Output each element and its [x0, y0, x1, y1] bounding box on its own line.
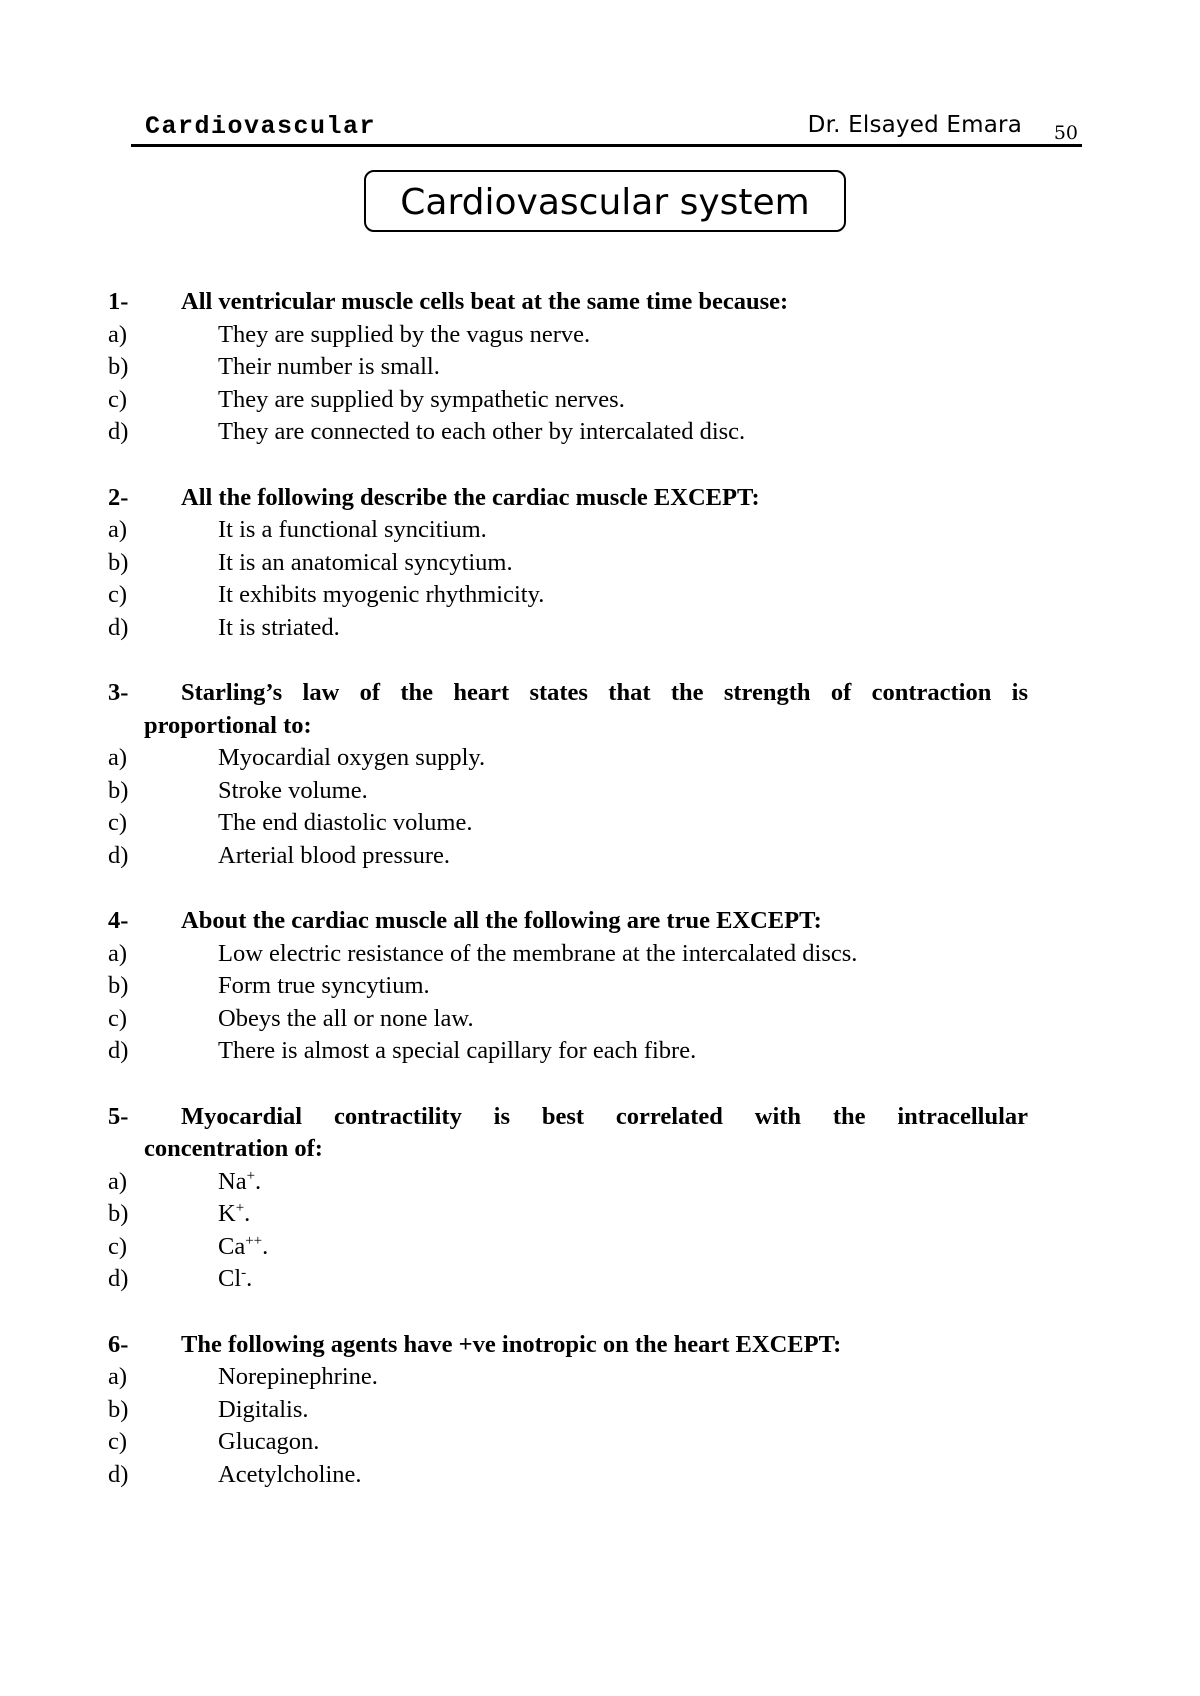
header-subject: Cardiovascular: [145, 112, 377, 141]
option-text: They are supplied by sympathetic nerves.: [218, 385, 625, 413]
option-text: Acetylcholine.: [218, 1460, 362, 1488]
question-1: [108, 286, 1028, 449]
option-b: [108, 351, 1028, 384]
option-letter: a): [108, 744, 128, 771]
question-stem: [108, 1101, 1028, 1166]
option-letter: c): [108, 581, 128, 608]
page-title: Cardiovascular system: [400, 182, 810, 223]
question-2: [108, 482, 1028, 645]
ion-symbol: Na: [218, 1167, 247, 1195]
option-letter: a): [108, 1167, 128, 1195]
question-stem: [108, 482, 1028, 515]
option-text: Digitalis.: [218, 1395, 309, 1423]
option-letter: a): [108, 516, 128, 543]
option-d: [108, 1459, 1028, 1492]
option-letter: a): [108, 1363, 128, 1390]
option-tail: .: [262, 1232, 269, 1260]
option-b: [108, 970, 1028, 1003]
question-stem: [108, 677, 1028, 742]
option-d: [108, 1263, 1028, 1296]
option-text: Low electric resistance of the membrane at the intercalated discs.: [218, 939, 858, 967]
option-text: Form true syncytium.: [218, 972, 430, 999]
option-letter: d): [108, 1037, 129, 1064]
option-letter: b): [108, 1395, 129, 1423]
option-text: Obeys the all or none law.: [218, 1004, 474, 1032]
option-letter: c): [108, 809, 128, 836]
question-stem: [108, 905, 1028, 938]
option-letter: c): [108, 1428, 128, 1455]
title-box: [364, 170, 846, 232]
option-text: It is an anatomical syncytium.: [218, 548, 513, 576]
option-letter: d): [108, 418, 129, 445]
option-letter: b): [108, 353, 129, 380]
ion-charge: +: [235, 1199, 245, 1216]
option-text: Glucagon.: [218, 1428, 320, 1455]
ion-symbol: Ca: [218, 1232, 246, 1260]
option-text: It is a functional syncitium.: [218, 516, 487, 543]
option-letter: d): [108, 841, 129, 869]
option-letter: a): [108, 320, 128, 348]
option-d: [108, 416, 1028, 449]
question-number: 3-: [108, 679, 129, 706]
option-a: [108, 514, 1028, 547]
option-letter: d): [108, 1265, 129, 1292]
option-d: [108, 840, 1028, 873]
question-number: 4-: [108, 907, 129, 934]
question-text: About the cardiac muscle all the following are true EXCEPT:: [181, 907, 822, 934]
question-text-line-1: Starling’s law of the heart states that the strength of contraction is: [181, 679, 1028, 706]
option-c: [108, 807, 1028, 840]
option-d: [108, 1035, 1028, 1068]
option-c: [108, 1426, 1028, 1459]
question-5: [108, 1101, 1028, 1296]
option-letter: b): [108, 548, 129, 576]
option-text: They are connected to each other by intercalated disc.: [218, 418, 746, 445]
option-text: Norepinephrine.: [218, 1363, 378, 1390]
question-text-line-2: proportional to:: [144, 711, 312, 739]
option-letter: c): [108, 1004, 128, 1032]
header-author: Dr. Elsayed Emara: [807, 112, 1022, 138]
running-header: [131, 108, 1082, 144]
option-tail: .: [255, 1167, 262, 1195]
page-number: 50: [1053, 122, 1078, 144]
option-letter: a): [108, 939, 128, 967]
ion-charge: +: [246, 1167, 256, 1184]
option-c: [108, 1231, 1028, 1264]
option-text: Myocardial oxygen supply.: [218, 744, 486, 771]
option-text: Stroke volume.: [218, 776, 368, 804]
question-text-line-1: Myocardial contractility is best correlated with the intracellular: [181, 1102, 1028, 1130]
option-letter: b): [108, 972, 129, 999]
option-letter: c): [108, 1232, 128, 1260]
option-tail: .: [246, 1265, 253, 1292]
question-text: All ventricular muscle cells beat at the same time because:: [181, 288, 789, 315]
option-text: It is striated.: [218, 613, 340, 641]
question-4: [108, 905, 1028, 1068]
option-tail: .: [244, 1200, 251, 1227]
header-divider: [131, 144, 1082, 147]
question-text: The following agents have +ve inotropic on the heart EXCEPT:: [181, 1330, 842, 1358]
question-stem: [108, 286, 1028, 319]
ion-symbol: K: [218, 1200, 236, 1227]
question-number: 5-: [108, 1102, 129, 1130]
option-b: [108, 775, 1028, 808]
option-text: It exhibits myogenic rhythmicity.: [218, 581, 545, 608]
option-b: [108, 1198, 1028, 1231]
option-b: [108, 547, 1028, 580]
option-text: Arterial blood pressure.: [218, 841, 450, 869]
option-b: [108, 1394, 1028, 1427]
question-number: 2-: [108, 483, 129, 511]
question-number: 1-: [108, 288, 129, 315]
ion-symbol: Cl: [218, 1265, 242, 1292]
option-a: [108, 1361, 1028, 1394]
option-text: There is almost a special capillary for each fibre.: [218, 1037, 697, 1064]
option-a: [108, 742, 1028, 775]
question-6: [108, 1329, 1028, 1492]
question-stem: [108, 1329, 1028, 1362]
option-c: [108, 384, 1028, 417]
option-a: [108, 319, 1028, 352]
question-text-line-2: concentration of:: [144, 1135, 323, 1162]
ion-charge: ++: [245, 1232, 263, 1249]
option-c: [108, 1003, 1028, 1036]
option-letter: d): [108, 1460, 129, 1488]
option-text: They are supplied by the vagus nerve.: [218, 320, 591, 348]
ion-charge: -: [241, 1264, 247, 1281]
option-text: The end diastolic volume.: [218, 809, 473, 836]
question-3: [108, 677, 1028, 872]
question-list: [108, 286, 1028, 1524]
option-a: [108, 938, 1028, 971]
question-text: All the following describe the cardiac muscle EXCEPT:: [181, 483, 760, 511]
option-letter: b): [108, 1200, 129, 1227]
option-d: [108, 612, 1028, 645]
option-letter: d): [108, 613, 129, 641]
question-number: 6-: [108, 1330, 129, 1358]
option-letter: b): [108, 776, 129, 804]
option-c: [108, 579, 1028, 612]
option-text: Their number is small.: [218, 353, 440, 380]
option-letter: c): [108, 385, 128, 413]
option-a: [108, 1166, 1028, 1199]
